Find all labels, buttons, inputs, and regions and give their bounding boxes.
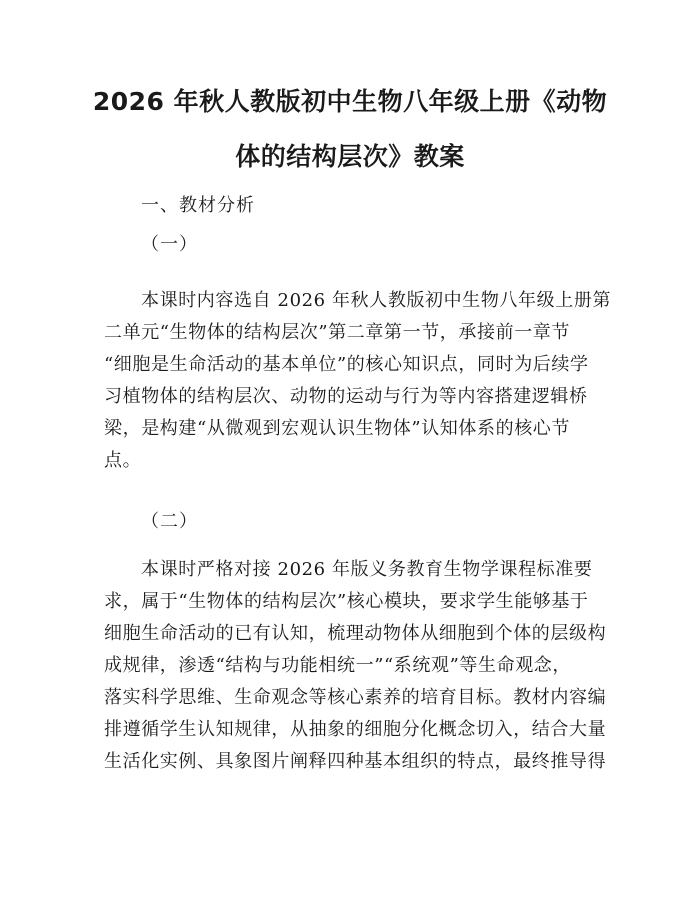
document-title-line-1: 2026 年秋人教版初中生物八年级上册《动物: [92, 87, 608, 116]
paragraph-line: 本课时严格对接 2026 年版义务教育生物学课程标准要: [141, 559, 593, 580]
sub-heading-two: （二）: [141, 511, 198, 532]
paragraph-line: 习植物体的结构层次、动物的运动与行为等内容搭建逻辑桥: [104, 386, 588, 407]
paragraph-line: 点。: [104, 450, 142, 471]
paragraph-line: “细胞是生命活动的基本单位”的核心知识点，同时为后续学: [104, 354, 589, 375]
paragraph-line: 求，属于“生物体的结构层次”核心模块，要求学生能够基于: [104, 591, 589, 612]
document-title-line-2: 体的结构层次》教案: [235, 142, 465, 171]
paragraph-line: 本课时内容选自 2026 年秋人教版初中生物八年级上册第: [141, 290, 612, 311]
sub-heading-one: （一）: [141, 234, 198, 255]
paragraph-line: 二单元“生物体的结构层次”第二章第一节，承接前一章节: [104, 322, 571, 343]
paragraph-line: 成规律，渗透“结构与功能相统一”“系统观”等生命观念，: [104, 655, 572, 676]
paragraph-line: 落实科学思维、生命观念等核心素养的培育目标。教材内容编: [104, 687, 607, 708]
paragraph-line: 梁，是构建“从微观到宏观认识生物体”认知体系的核心节: [104, 418, 571, 439]
paragraph-two: [104, 554, 607, 778]
section-heading-textbook-analysis: 一、教材分析: [141, 195, 255, 216]
paragraph-one: [104, 285, 612, 477]
paragraph-line: 生活化实例、具象图片阐释四种基本组织的特点，最终推导得: [104, 751, 607, 772]
paragraph-line: 排遵循学生认知规律，从抽象的细胞分化概念切入，结合大量: [104, 719, 607, 740]
paragraph-line: 细胞生命活动的已有认知，梳理动物体从细胞到个体的层级构: [104, 623, 607, 644]
